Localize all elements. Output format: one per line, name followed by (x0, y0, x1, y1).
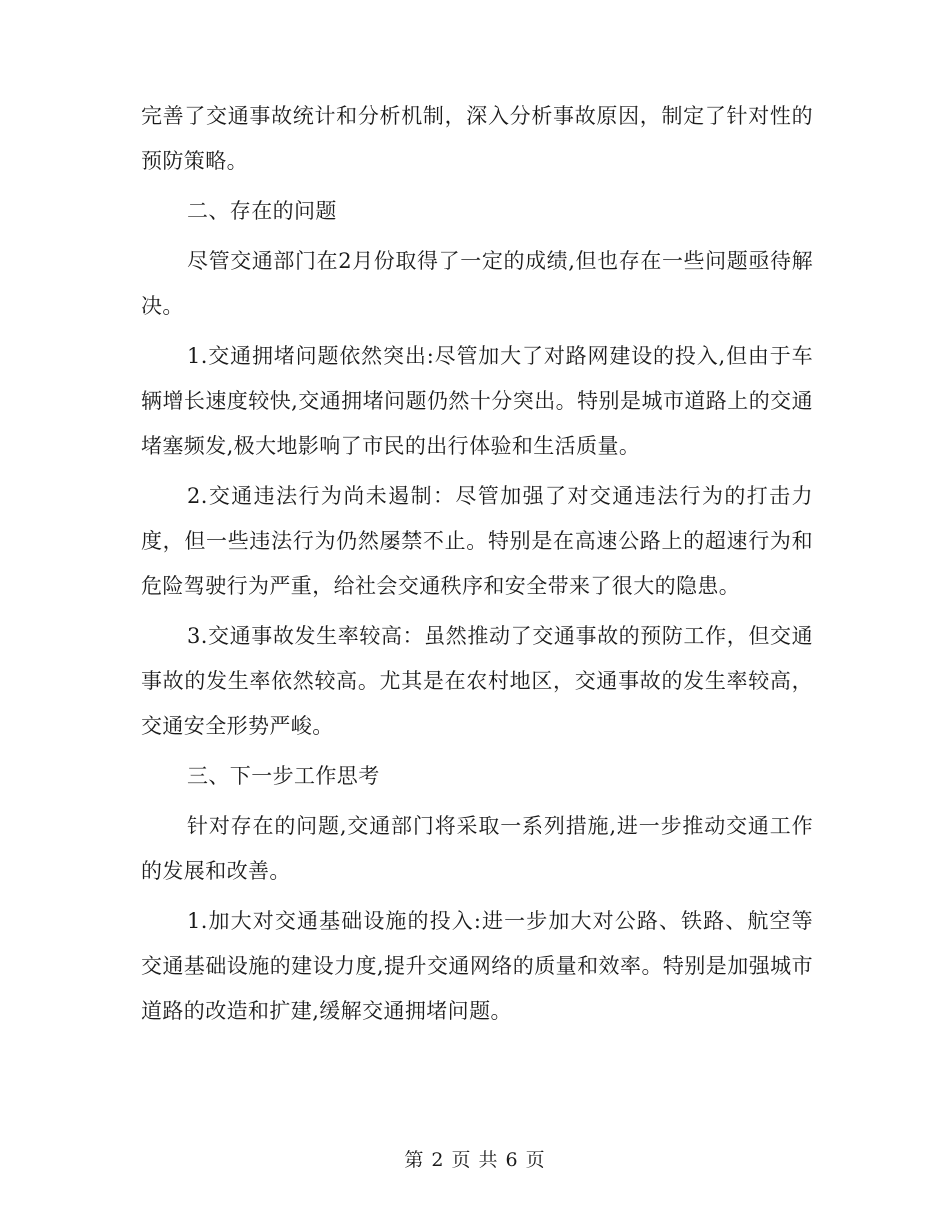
paragraph-accidents: 3.交通事故发生率较高：虽然推动了交通事故的预防工作，但交通事故的发生率依然较高。尤其是在农村地区，交通事故的发生率较高，交通安全形势严峻。 (141, 624, 813, 738)
paragraph-next-steps-intro: 针对存在的问题,交通部门将采取一系列措施,进一步推动交通工作的发展和改善。 (141, 814, 813, 883)
section-heading-problems: 二、存在的问题 (187, 199, 337, 223)
paragraph-problems-intro: 尽管交通部门在2月份取得了一定的成绩,但也存在一些问题亟待解决。 (141, 249, 813, 318)
paragraph-congestion: 1.交通拥堵问题依然突出:尽管加大了对路网建设的投入,但由于车辆增长速度较快,交通拥堵问题仍然十分突出。特别是城市道路上的交通堵塞频发,极大地影响了市民的出行体验和生活质量。 (141, 344, 813, 458)
section-heading-next-steps: 三、下一步工作思考 (187, 764, 380, 788)
page-number-footer: 第 2 页 共 6 页 (404, 1149, 546, 1171)
paragraph-violations: 2.交通违法行为尚未遏制：尽管加强了对交通违法行为的打击力度，但一些违法行为仍然屡禁不止。特别是在高速公路上的超速行为和危险驾驶行为严重，给社会交通秩序和安全带来了很大的隐患。 (141, 484, 813, 598)
paragraph-infrastructure: 1.加大对交通基础设施的投入:进一步加大对公路、铁路、航空等交通基础设施的建设力度,提升交通网络的质量和效率。特别是加强城市道路的改造和扩建,缓解交通拥堵问题。 (141, 909, 813, 1023)
paragraph-continued: 完善了交通事故统计和分析机制，深入分析事故原因，制定了针对性的预防策略。 (141, 104, 813, 173)
document-body (141, 94, 813, 1039)
